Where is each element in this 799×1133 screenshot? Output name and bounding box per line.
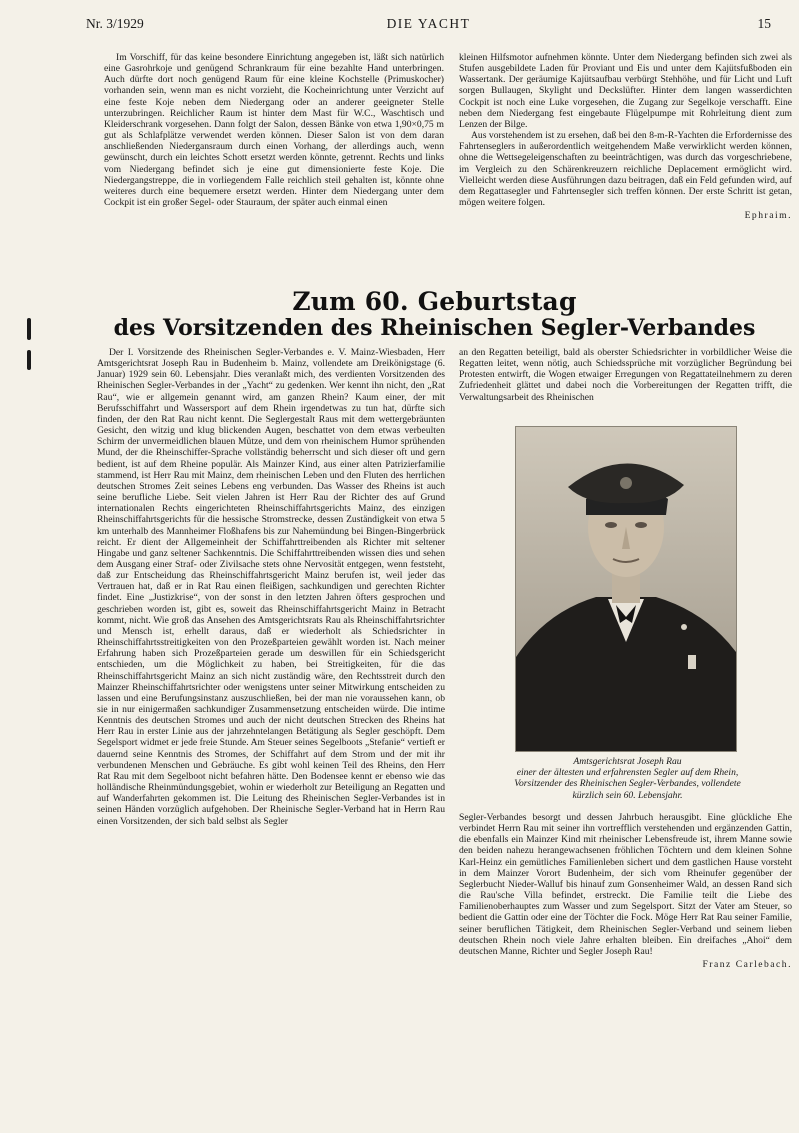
page-header — [86, 16, 771, 36]
article-body-right-top — [459, 347, 792, 417]
article-continuation-left — [104, 52, 444, 267]
paragraph: Segler-Verbandes besorgt und dessen Jahrbuch herausgibt. Eine glückliche Ehe verbindet Herrn Rau mit seiner ihn vortrefflich verstehenden und ergänzenden Gattin, die ebenfalls ein Mainzer Kind mit rheinischer Lebensfreude ist, ihrem Manne sowie den beiden nahezu herangewachsenen fröhlichen Töchtern und dem kleinen Sohne Karl-Heinz ein gemütliches Familienleben sichert und dem gastlichen Hause vorsteht in dem Mainzer Vorort Budenheim, der sich vom Rheinufer gegenüber der Seglerbucht Nieder-Walluf bis hinauf zum Gonsenheimer Wald, an dessen Rand sich die Rau'sche Villa befindet, erstreckt. Die Familie teilt die Liebe des Familienoberhauptes zum Wasser und zum Segelsport. Sitzt der Vater am Steuer, so bedient die Gattin oder eine der Töchter die Fock. Möge Herr Rat Rau seiner Familie, seiner beruflichen Tätigkeit, dem Rheinischen Segler-Verband und seinem lieben deutschen Rhein noch viele Jahre erhalten bleiben. Ein dreifaches „Ahoi“ dem deutschen Manne, Richter und Segler Joseph Rau! — [459, 812, 792, 957]
author-signature: Franz Carlebach. — [702, 959, 792, 971]
caption-line: Vorsitzender des Rheinischen Segler-Verbandes, vollendete — [514, 778, 741, 790]
paragraph: an den Regatten beteiligt, bald als oberster Schiedsrichter in vorbildlicher Weise die Regatten leitet, wenn nötig, auch Schiedssprüche mit vorzüglicher Begründung bei Protesten entwirft, die Wogen etwaiger Erregungen von Regattateilnehmern zu deren Zufriedenheit glättet und dabei noch die Vorbereitungen der Regatten trifft, die Verwaltungsarbeit des Rheinischen — [459, 347, 792, 403]
paragraph: Im Vorschiff, für das keine besondere Einrichtung angegeben ist, läßt sich natürlich eine Gasrohrkoje und genügend Schrankraum für eine bezahlte Hand unterbringen. Auch dürfte dort noch genügend Raum für eine kleine Kochstelle (Primuskocher) vorhanden sein, wenn man es nicht vorzieht, die Kocheinrichtung unter Verzicht auf eine feste Koje neben dem Niedergang oder an anderer geeigneter Stelle unterzubringen. Reichlicher Raum ist hinter dem Mast für W.C., Waschtisch und Kleiderschrank vorgesehen. Dann folgt der Salon, dessen Bänke von etwa 1,90×0,75 m gut als Schlafplätze verwendet werden können. Dieser Salon ist von dem daran anschließenden Niedergansraum durch einen Vorhang, der allerdings auch, wenn gewünscht, durch ein leichtes Schott ersetzt werden könnte, getrennt. Rechts und links vom Niedergang befindet sich je eine gut dimensionierte feste Koje. Die Niedergangstreppe, die in vorliegendem Falle reichlich steil gehalten ist, könnte ohne weiteres durch eine bequemere ersetzt werden. Hinter dem Niedergang unter dem Cockpit ist ein großer Segel- oder Stauraum, der später auch einmal einen — [104, 52, 444, 209]
article-title-line2: des Vorsitzenden des Rheinischen Segler-Verbandes — [113, 315, 756, 341]
paragraph: Der I. Vorsitzende des Rheinischen Segler-Verbandes e. V. Mainz-Wiesbaden, Herr Amtsgerichtsrat Joseph Rau in Budenheim b. Mainz, vollendete am Dreikönigstage (6. Januar) 1929 sein 60. Lebensjahr. Dies veranlaßt mich, des verdienten Vorsitzenden des Rheinischen Segler-Verbandes in der „Yacht“ zu gedenken. Wer kennt ihn nicht, den „Rat Rau“, wie er allgemein genannt wird, am ganzen Rhein? Kaum einer, der mit Berufsschiffahrt und Wassersport auf dem Rhein irgendetwas zu tun hat, dürfte sich finden, der den Rat Rau nicht kennt. Die Seglergestalt Raus mit dem wettergebräunten Gesicht, den witzig und klug blickenden Augen, beschattet von dem etwas verbeulten Schirm der unvermeidlichen blauen Mütze, und dem von rheinischem Humor sprühenden Mund, der die Rheinschiffer-Sprache vollständig beherrscht und sich dieser oft und gern bedient, ist auf dem Rheine populär. Als Mainzer Kind, aus einer alten Patrizierfamilie stammend, ist Herr Rau mit Mainz, dem rheinischen Leben und den Fluten des herrlichen deutschen Stromes Zeit seines Lebens eng verbunden. Das Wasser des Rheins ist auch seine berufliche Liebe. Seit vielen Jahren ist Herr Rau der Richter des auf Grund internationalen Rechts eingerichteten Rheinschiffahrtsgerichts Mainz, des einzigen Rheinschiffahrtsgerichts für die hessische Stromstrecke, dessen Zuständigkeit von etwa 5 km unterhalb des Mannheimer Floßhafens bis zur Nahemündung bei Bingen-Bingerbrück reicht. Er dient der Allgemeinheit der Schiffahrttreibenden als Richter mit seltener Hingabe und ganz seltener Sachkenntnis. Die Schiffahrttreibenden wissen dies und sehen dem Ausgang einer Straf- oder Zivilsache stets ohne Nervosität entgegen, wenn feststeht, daß zur Entscheidung das Rheinschiffahrtsgericht Mainz berufen ist, weil jeder das Vertrauen hat, daß er in Rat Rau einen fleißigen, sachkundigen und gerechten Richter findet. Eine „Justizkrise“, von der sonst in den letzten Jahren öfters gesprochen und geschrieben worden ist, gibt es, soweit das Rheinschiffahrtsgericht Mainz in Betracht kommt, nicht. Wie groß das Ansehen des Amtsgerichtsrats Rau als Rheinschiffahrtsrichter und Mensch ist, erhellt daraus, daß er wiederholt als Schiedsrichter in Rheinschiffahrtsstreitigkeiten von den Prozeßparteien gewählt worden ist. Nach meiner Erfahrung haben sich Prozeßparteien gerade um deswillen für ein Schiedsgericht entschieden, um die Möglichkeit zu haben, bei Streitigkeiten, für die das Rheinschiffahrtsgericht Mainz an sich nicht zuständig wäre, den Rechtsstreit durch den Mainzer Rheinschiffahrtsrichter oder wenigstens unter seiner Mitwirkung entscheiden zu lassen und eine Berufungsinstanz auszuschließen, bei der man nie voraussehen kann, ob sie in nur einigermaßen sachkundiger Zusammensetzung entscheiden würde. Die intime Kenntnis des deutschen Stromes und auch der nicht deutschen Strecken des Rheins hat Herr Rau in erster Linie aus der jahrzehntelangen Betätigung als Segler geschöpft. Dem Segelsport widmet er jede freie Stunde. Am Steuer seines Segelboots „Stefanie“ vertieft er dauernd seine Kenntnis des Stromes, der Schiffahrt auf dem Strom und der mit ihr verbundenen Menschen und Gebräuche. Es gibt wohl keinen Teil des Rheins, den Herr Rat Rau mit dem Segelboot nicht befahren hätte. Den Bodensee kennt er ebenso wie das holländische Rheinmündungsgebiet, wohin er wiederholt zur Beteiligung an Regatten und auf Wanderfahrten gekommen ist. Die Leitung des Rheinischen Segler-Verbandes ist in seinen Händen vorzüglich aufgehoben. Der Rheinische Segler-Verband hat in Herrn Rau einen Vorsitzenden, der sich bald selbst als Segler — [97, 347, 445, 827]
article-title-line1: Zum 60. Geburtstag — [292, 287, 577, 316]
page-number: 15 — [757, 16, 771, 31]
article-continuation-right — [459, 52, 792, 267]
portrait-photo — [515, 426, 737, 752]
article-body-right-bottom — [459, 812, 792, 1020]
paragraph: kleinen Hilfsmotor aufnehmen könnte. Unter dem Niedergang befinden sich zwei als Stufen ausgebildete Laden für Proviant und Eis und unter dem Kajütsfußboden ein Wassertank. Der geräumige Kajütsaufbau verbürgt Stehhöhe, und für Licht und Luft sorgen Bullaugen, Skylight und Deckslüfter. Hinter dem langen wasserdichten Cockpit ist noch eine Luke vorgesehen, die Zugang zur Segelkoje verschafft. Eine neben dem Niedergang fest eingebaute Flügelpumpe mit Rohrleitung dient zum Lenzen der Bilge. — [459, 52, 792, 130]
paragraph: Aus vorstehendem ist zu ersehen, daß bei den 8-m-R-Yachten die Erfordernisse des Fahrtenseglers in außerordentlich weitgehendem Maße verwirklicht werden können, ohne die Wettsegeleigenschaften zu beeinträchtigen, was durch das vorgeschriebene, im Vergleich zu den Schärenkreuzern reichliche Deplacement ermöglicht wird. Vielleicht werden diese Ausführungen dazu beitragen, daß ein Feld gefunden wird, auf dem Regattasegler und Fahrtensegler sich treffen können. Der erste Schritt ist getan, mögen weitere folgen. — [459, 130, 792, 209]
binding-mark — [27, 318, 31, 340]
author-signature: Ephraim. — [744, 210, 792, 222]
caption-line: Amtsgerichtsrat Joseph Rau — [573, 756, 682, 767]
issue-number: Nr. 3/1929 — [86, 16, 144, 31]
binding-mark — [27, 350, 31, 370]
caption-line: kürzlich sein 60. Lebensjahr. — [572, 789, 683, 801]
magazine-name: DIE YACHT — [386, 16, 471, 31]
portrait-illustration — [516, 427, 736, 751]
caption-line: einer der ältesten und erfahrensten Segler auf dem Rhein, — [516, 767, 739, 779]
article-body-left — [97, 347, 445, 1027]
photo-caption — [470, 756, 785, 801]
